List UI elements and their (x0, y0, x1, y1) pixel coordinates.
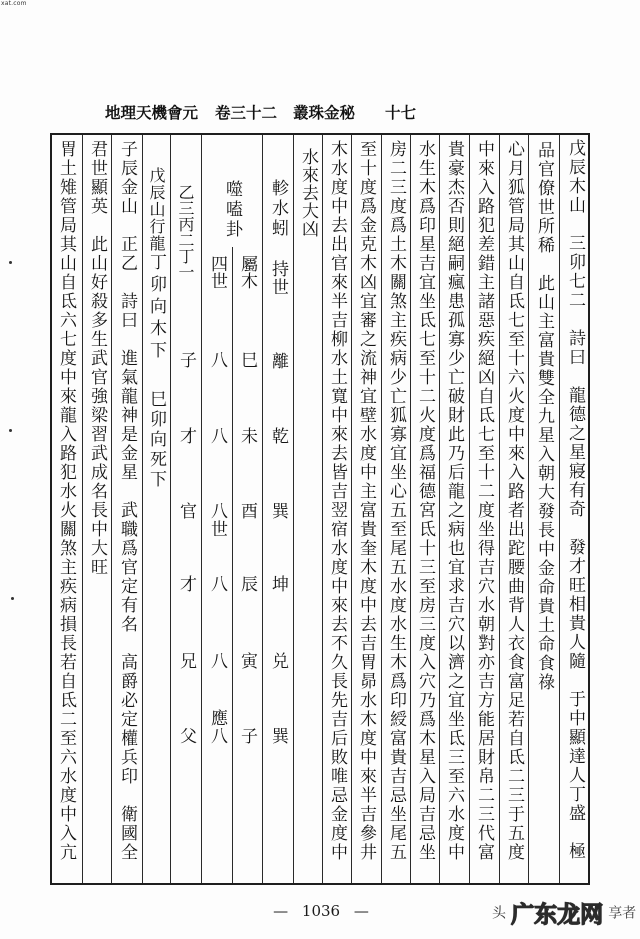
dragon-line-b: 丁卯向木下 (146, 253, 166, 363)
scan-artifact-dot (9, 429, 12, 432)
mark-line-5: 八 (207, 652, 227, 671)
watermark-suffix: 享者 (608, 905, 637, 922)
relation-line-6: 父 (176, 727, 196, 746)
text-column-16: 子辰金山 正乙 詩曰 進氣龍神是金星 武職爲官定有名 高爵必定權兵印 衛國全 (117, 140, 137, 862)
relation-line-2: 才 (176, 427, 196, 446)
column-rule (293, 135, 294, 883)
watermark-brand: 广东龙网 (511, 902, 604, 928)
relation-line-1: 子 (176, 351, 196, 370)
branch-line-3: 酉 (237, 502, 257, 521)
volume-label: 卷三十二 (215, 104, 278, 122)
branch-line-4: 辰 (237, 575, 257, 594)
trigram-line-1: 離 (268, 352, 288, 371)
scan-artifact-dot (9, 261, 12, 264)
dragon-line-a: 戊辰山行龍 (147, 167, 166, 252)
relation-line-4: 才 (176, 575, 196, 594)
hexagram-element: 屬木 (237, 255, 257, 289)
text-column-2: 品官僚世所稀 此山主富貴雙全九星入朝大發長中金命貴土命食祿 (534, 141, 554, 692)
text-column-6: 水生木爲印星吉宜坐氐七至十二火度爲福德宮氐十三至房三度入穴乃爲木星入局吉忌坐 (415, 140, 435, 862)
leaf-number: 十七 (385, 104, 417, 122)
text-column-5: 貴豪杰否則絕嗣瘋患孤寡少亡破財此乃后龍之病也宜求吉穴以濟之宜坐氐三至六水度中 (444, 140, 464, 862)
text-column-18: 胃土雉管局其山自氐六七度中來龍入路犯水火關煞主疾病損長若自氐二至六水度中入亢 (56, 140, 76, 862)
trigram-line-3: 巽 (268, 502, 288, 521)
mark-line-2: 八 (207, 427, 227, 446)
watermark-prefix: 头 (492, 905, 506, 922)
branch-line-6: 子 (237, 727, 257, 746)
dragon-line-c: 巳卯向死下 (146, 390, 166, 490)
holds-world-label: 持世 (268, 260, 288, 296)
mark-line-3: 八世 (207, 502, 227, 538)
corner-watermark (492, 896, 636, 926)
hexagram-name: 噬嗑卦 (222, 180, 242, 240)
trigram-line-4: 坤 (268, 575, 288, 594)
text-column-7: 房二三度爲土木關煞主疾病少亡狐寡宜坐心五至尾五水度水生木爲印綬富貴吉忌坐尾五 (386, 140, 406, 862)
relation-line-3: 官 (176, 502, 196, 521)
column-rule-partial (232, 247, 233, 883)
trigram-line-2: 乾 (268, 427, 288, 446)
relation-line-5: 兄 (176, 652, 196, 671)
branch-line-1: 巳 (237, 351, 257, 370)
text-grid (50, 133, 590, 885)
page-number: — 1036 — (273, 902, 369, 920)
branch-line-5: 寅 (237, 652, 257, 671)
text-column-1: 戊辰木山 三卯七二 詩曰 龍德之星寢有奇 發才旺相貴人隨 于中顯達人丁盛 極 (565, 139, 585, 861)
site-watermark: xat.com (1, 0, 27, 7)
hexagram-stems: 乙三丙二丁一 (176, 184, 195, 280)
branch-line-2: 未 (237, 427, 257, 446)
lunar-mansion: 軫水蚓 (268, 179, 288, 239)
text-column-9: 木水度中去出官來半吉柳水土寬中來去皆吉翌宿水度中來去不久長先吉后敗唯忌金度中 (327, 140, 347, 862)
mark-line-6: 應八 (207, 709, 227, 745)
text-column-17: 君世顯英 此山好殺多生武官強梁習武成名長中大旺 (87, 140, 107, 577)
section-title: 叢珠金秘 (293, 104, 356, 122)
mark-line-1: 八 (207, 351, 227, 370)
trigram-line-6: 巽 (268, 727, 288, 746)
book-title: 地理天機會元 (105, 104, 199, 122)
hexagram-generation: 四世 (207, 255, 227, 289)
text-column-8: 至十度爲金克木凶宜審之流神宜壁水度中主富貴奎木度中去吉胃昴水木度中來半吉參井 (356, 140, 376, 862)
text-column-10: 水來去大凶 (298, 148, 318, 238)
text-column-3: 心月狐管局其山自氐七至十六火度中來入路者出跎腰曲背人衣食富足若自氐二三于五度 (504, 140, 524, 862)
scan-artifact-dot (11, 597, 14, 600)
text-column-4: 中來入路犯差錯主諸惡疾絕凶自氐七至十二度坐得吉穴水朝對亦吉方能居財帛二三代富 (474, 140, 494, 862)
trigram-line-5: 兑 (268, 652, 288, 671)
mark-line-4: 八 (207, 575, 227, 594)
